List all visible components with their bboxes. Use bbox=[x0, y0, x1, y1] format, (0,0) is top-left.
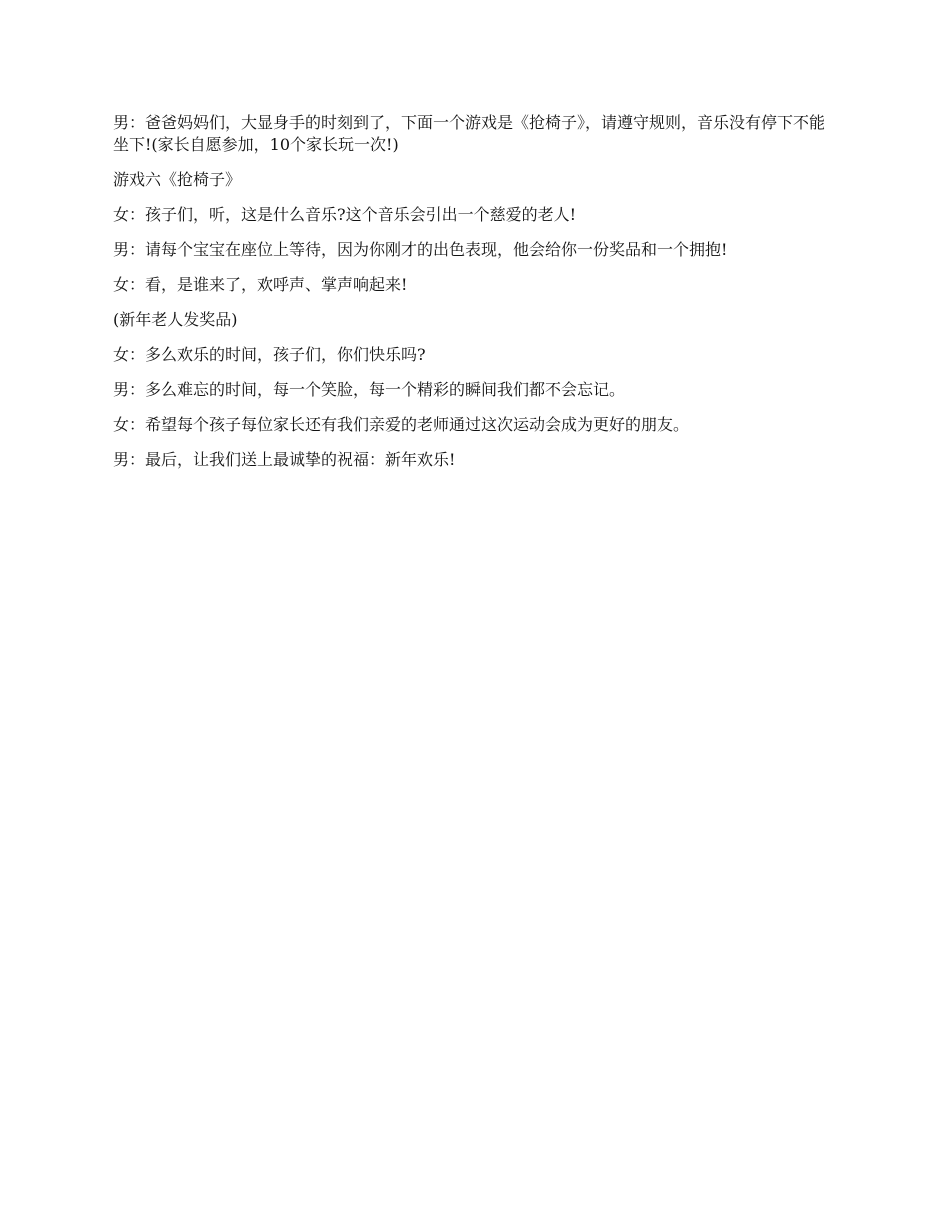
paragraph-closing-wish: 男：最后，让我们送上最诚挚的祝福：新年欢乐! bbox=[113, 450, 456, 469]
paragraph-memorable-time: 男：多么难忘的时间，每一个笑脸，每一个精彩的瞬间我们都不会忘记。 bbox=[113, 380, 626, 399]
paragraph-game-intro: 男：爸爸妈妈们，大显身手的时刻到了，下面一个游戏是《抢椅子》，请遵守规则，音乐没有停下不能坐下!(家长自愿参加，10个家长玩一次!) bbox=[113, 113, 826, 154]
paragraph-music-question: 女：孩子们，听，这是什么音乐?这个音乐会引出一个慈爱的老人! bbox=[113, 205, 577, 224]
paragraph-wait-in-seat: 男：请每个宝宝在座位上等待，因为你刚才的出色表现，他会给你一份奖品和一个拥抱! bbox=[113, 240, 728, 259]
paragraph-better-friends: 女：希望每个孩子每位家长还有我们亲爱的老师通过这次运动会成为更好的朋友。 bbox=[113, 415, 690, 434]
paragraph-stage-direction: (新年老人发奖品) bbox=[113, 310, 238, 329]
paragraph-happy-time: 女：多么欢乐的时间，孩子们，你们快乐吗? bbox=[113, 345, 426, 364]
paragraph-applause: 女：看，是谁来了，欢呼声、掌声响起来! bbox=[113, 275, 408, 294]
paragraph-game-title: 游戏六《抢椅子》 bbox=[113, 170, 242, 189]
document-body bbox=[113, 112, 839, 484]
